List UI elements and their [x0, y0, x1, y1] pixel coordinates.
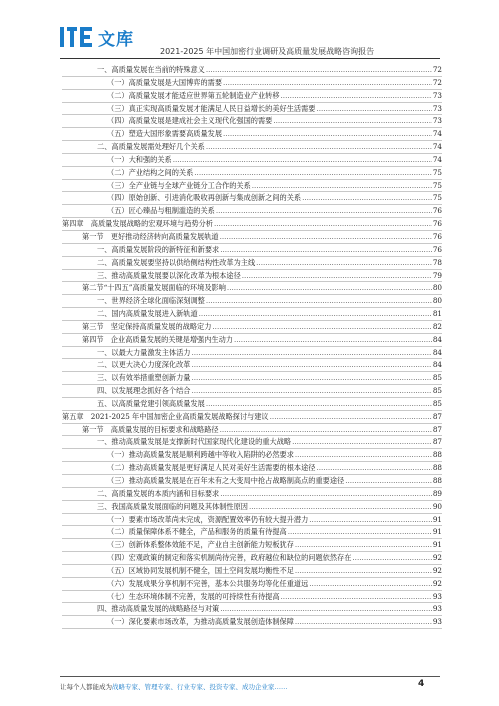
toc-entry[interactable] — [62, 205, 442, 218]
toc-entry-page: 85 — [432, 386, 442, 396]
toc-entry-title: （二）高质量发展才能适应世界第五轮制造业产业转移 — [107, 90, 280, 100]
toc-entry-page: 85 — [432, 398, 442, 408]
toc-entry-title: 五、以高质量党建引领高质量发展 — [97, 398, 205, 408]
toc-leader-dots — [270, 411, 432, 424]
toc-entry-page: 89 — [432, 488, 442, 498]
toc-entry[interactable] — [62, 231, 442, 244]
toc-entry-title: （一）要素市场改革尚未完成，资源配置效率仍有较大提升潜力 — [107, 514, 309, 524]
toc-entry-page: 75 — [432, 180, 442, 190]
toc-leader-dots — [292, 436, 432, 449]
toc-leader-dots — [206, 295, 432, 308]
toc-entry-title: 二、以更大决心力度深化改革 — [97, 360, 191, 370]
toc-entry-title: 四、推动高质量发展的战略路径与对策 — [97, 604, 220, 614]
toc-entry-page: 75 — [432, 193, 442, 203]
toc-entry-title: 第四章 高质量发展战略的宏观环境与趋势分析 — [62, 219, 213, 229]
toc-leader-dots — [352, 552, 431, 565]
toc-entry[interactable] — [62, 436, 442, 449]
toc-leader-dots — [191, 372, 431, 385]
toc-entry[interactable] — [62, 424, 442, 437]
toc-leader-dots — [309, 578, 432, 591]
toc-leader-dots — [249, 501, 432, 514]
toc-entry-title: 二、高质量发展需处理好几个关系 — [97, 142, 205, 152]
toc-entry[interactable] — [62, 488, 442, 501]
toc-entry-title: （三）创新体系整体效能不足，产业自主创新能力短板犹存 — [107, 540, 294, 550]
toc-entry[interactable] — [62, 359, 442, 372]
footer-divider — [60, 676, 440, 677]
toc-entry[interactable] — [62, 128, 442, 141]
toc-leader-dots — [191, 359, 431, 372]
toc-entry-page: 74 — [432, 142, 442, 152]
toc-entry-title: （二）产业结构之间的关系 — [107, 167, 194, 177]
toc-entry-title: 第一节 更好推动经济转向高质量发展轨道 — [82, 231, 219, 241]
logo-mark-icon — [60, 27, 94, 47]
toc-entry-page: 84 — [432, 347, 442, 357]
toc-entry-title: （四）宏观政策的制定和落实机制尚待完善，政府越位和缺位的问题依然存在 — [107, 553, 352, 563]
toc-leader-dots — [220, 231, 432, 244]
toc-entry-page: 93 — [432, 604, 442, 614]
toc-entry-title: （三）全产业链与全球产业链分工合作的关系 — [107, 180, 251, 190]
toc-entry-title: 三、推动高质量发展要以深化改革为根本途径 — [97, 270, 241, 280]
toc-entry[interactable] — [62, 270, 442, 283]
toc-entry-title: 一、以最大力量激发主体活力 — [97, 347, 191, 357]
toc-leader-dots — [295, 449, 432, 462]
toc-entry-page: 93 — [432, 591, 442, 601]
toc-leader-dots — [191, 385, 431, 398]
toc-entry-page: 72 — [432, 65, 442, 74]
toc-entry[interactable] — [62, 616, 442, 629]
toc-entry-page: 85 — [432, 373, 442, 383]
toc-entry-page: 90 — [432, 501, 442, 511]
toc-entry[interactable] — [62, 64, 442, 77]
toc-entry-page: 84 — [432, 334, 442, 344]
toc-leader-dots — [206, 141, 432, 154]
toc-entry-page: 87 — [432, 411, 442, 421]
toc-entry-page: 92 — [432, 578, 442, 588]
toc-leader-dots — [281, 591, 432, 604]
toc-entry[interactable] — [62, 539, 442, 552]
footer-slogan — [60, 682, 288, 691]
toc-entry-title: 第五章 2021-2025 年中国加密企业高质量发展战略探讨与建议 — [62, 411, 269, 421]
toc-entry-title: （七）生态环境体制不完善，发展的可持续性有待提高 — [107, 591, 280, 601]
toc-leader-dots — [295, 565, 432, 578]
toc-entry[interactable] — [62, 347, 442, 360]
toc-entry-page: 81 — [432, 309, 442, 319]
toc-entry[interactable] — [62, 334, 442, 347]
toc-leader-dots — [316, 103, 431, 116]
toc-leader-dots — [223, 128, 432, 141]
toc-leader-dots — [234, 334, 432, 347]
toc-entry-title: 二、国内高质量发展进入新轨道 — [97, 309, 198, 319]
toc-entry-title: （一）深化要素市场改革，为推动高质量发展创造体制保障 — [107, 617, 294, 627]
toc-entry-page: 87 — [432, 424, 442, 434]
toc-entry[interactable] — [62, 244, 442, 257]
toc-entry-title: 第一节 高质量发展的目标要求和战略路径 — [82, 424, 219, 434]
toc-entry-page: 76 — [432, 231, 442, 241]
toc-leader-dots — [295, 616, 432, 629]
toc-entry-title: （五）塑造大国形象需要高质量发展 — [107, 129, 223, 139]
table-of-contents — [62, 64, 442, 629]
page-number: 4 — [418, 679, 425, 689]
toc-entry-page: 92 — [432, 553, 442, 563]
toc-leader-dots — [252, 180, 432, 193]
toc-entry-page: 88 — [432, 450, 442, 460]
header-divider — [60, 58, 440, 59]
toc-entry-page: 82 — [432, 321, 442, 331]
toc-entry[interactable] — [62, 115, 442, 128]
toc-leader-dots — [309, 514, 432, 527]
toc-leader-dots — [223, 77, 432, 90]
toc-leader-dots — [220, 424, 432, 437]
toc-entry[interactable] — [62, 308, 442, 321]
toc-entry-title: （五）匠心臻品与粗制滥造的关系 — [107, 206, 215, 216]
toc-entry-page: 91 — [432, 527, 442, 537]
toc-leader-dots — [242, 270, 432, 283]
toc-entry-page: 91 — [432, 540, 442, 550]
toc-entry-title: 一、推动高质量发展是支撑新时代国家现代化建设的重大战略 — [97, 437, 292, 447]
toc-entry[interactable] — [62, 257, 442, 270]
toc-entry-page: 91 — [432, 514, 442, 524]
logo — [60, 26, 134, 48]
toc-entry-title: （一）推动高质量发展是顺利跨越中等收入陷阱的必然要求 — [107, 450, 294, 460]
toc-leader-dots — [206, 64, 432, 77]
toc-entry-title: 一、高质量发展在当前的特殊意义 — [97, 65, 205, 74]
toc-leader-dots — [212, 321, 431, 334]
toc-leader-dots — [206, 398, 432, 411]
toc-entry-title: 第四节 企业高质量发展的关键是增强内生动力 — [82, 334, 233, 344]
toc-entry[interactable] — [62, 180, 442, 193]
toc-entry-page: 74 — [432, 129, 442, 139]
toc-entry-title: （三）推动高质量发展是在百年未有之大变局中抢占战略制高点的重要途径 — [107, 476, 345, 485]
toc-leader-dots — [256, 257, 432, 270]
toc-entry[interactable] — [62, 90, 442, 103]
toc-leader-dots — [220, 488, 432, 501]
toc-entry-title: （二）质量保障体系不健全，产品和服务的质量有待提高 — [107, 527, 287, 537]
toc-entry-title: 第三节 坚定保持高质量发展的战略定力 — [82, 321, 212, 331]
toc-entry-title: （一）高质量发展是大国博弈的需要 — [107, 77, 223, 87]
toc-leader-dots — [214, 218, 432, 231]
toc-entry-page: 72 — [432, 77, 442, 87]
toc-entry[interactable] — [62, 385, 442, 398]
toc-entry-page: 88 — [432, 463, 442, 473]
toc-entry-page: 92 — [432, 565, 442, 575]
toc-entry-page: 73 — [432, 90, 442, 100]
toc-entry-title: （六）发展成果分享机制不完善，基本公共服务均等化任重道远 — [107, 578, 309, 588]
toc-leader-dots — [273, 115, 432, 128]
toc-entry-page: 75 — [432, 167, 442, 177]
document-title: 2021-2025 年中国加密行业调研及高质量发展战略咨询报告 — [160, 47, 375, 56]
toc-entry-page: 79 — [432, 270, 442, 280]
toc-entry[interactable] — [62, 282, 442, 295]
toc-entry[interactable] — [62, 192, 442, 205]
toc-entry-title: （一）大和强的关系 — [107, 154, 172, 164]
toc-leader-dots — [199, 308, 432, 321]
toc-entry-title: 二、高质量发展要坚持以供给侧结构性改革为主线 — [97, 257, 256, 267]
toc-entry[interactable] — [62, 218, 442, 231]
toc-entry[interactable] — [62, 398, 442, 411]
slogan-prefix: 让每个人都能成为 — [60, 683, 112, 691]
toc-entry[interactable] — [62, 449, 442, 462]
toc-entry[interactable] — [62, 565, 442, 578]
toc-entry-page: 84 — [432, 360, 442, 370]
toc-entry-page: 93 — [432, 617, 442, 627]
toc-entry[interactable] — [62, 77, 442, 90]
toc-entry[interactable] — [62, 411, 442, 424]
toc-entry-title: （四）高质量发展是建成社会主义现代化强国的需要 — [107, 116, 273, 126]
toc-entry[interactable] — [62, 514, 442, 527]
toc-entry-page: 76 — [432, 219, 442, 229]
toc-leader-dots — [173, 154, 432, 167]
toc-entry-page: 80 — [432, 296, 442, 306]
toc-entry-title: （二）推动高质量发展是更好满足人民对美好生活需要的根本途径 — [107, 463, 316, 473]
page-header — [0, 0, 499, 58]
toc-entry[interactable] — [62, 475, 442, 488]
toc-entry-title: （四）原始创新、引进消化吸收再创新与集成创新之间的关系 — [107, 193, 302, 203]
toc-entry-title: （五）区域协同发展机制不健全，国土空间发展均衡性不足 — [107, 565, 294, 575]
slogan-roles: 战略专家、管理专家、行业专家、投资专家、成功企业家…… — [112, 683, 288, 691]
toc-entry-title: 四、以发展理念抓好各个结合 — [97, 386, 191, 396]
toc-entry-title: 一、世界经济全球化面临深刻调整 — [97, 296, 205, 306]
toc-entry-title: 三、以有效举措重塑创新力量 — [97, 373, 191, 383]
toc-leader-dots — [191, 347, 431, 360]
toc-leader-dots — [345, 475, 432, 488]
logo-text: 文库 — [98, 29, 134, 50]
toc-entry[interactable] — [62, 603, 442, 616]
toc-entry[interactable] — [62, 552, 442, 565]
toc-entry[interactable] — [62, 372, 442, 385]
toc-entry-page: 80 — [432, 283, 442, 293]
toc-leader-dots — [288, 526, 432, 539]
toc-entry-page: 74 — [432, 154, 442, 164]
toc-entry-title: 一、高质量发展阶段的新特征和新要求 — [97, 244, 220, 254]
toc-entry-page: 73 — [432, 116, 442, 126]
toc-entry-page: 88 — [432, 476, 442, 485]
toc-entry[interactable] — [62, 462, 442, 475]
toc-entry-page: 76 — [432, 244, 442, 254]
toc-entry[interactable] — [62, 321, 442, 334]
toc-entry-title: 第二节“十四五”高质量发展面临的环境及影响 — [82, 283, 226, 293]
toc-leader-dots — [295, 539, 432, 552]
toc-entry-page: 73 — [432, 103, 442, 113]
toc-entry-page: 87 — [432, 437, 442, 447]
toc-entry[interactable] — [62, 167, 442, 180]
toc-leader-dots — [220, 244, 432, 257]
toc-entry-title: 二、高质量发展的本质内涵和目标要求 — [97, 488, 220, 498]
toc-entry[interactable] — [62, 295, 442, 308]
toc-entry[interactable] — [62, 154, 442, 167]
toc-leader-dots — [216, 205, 432, 218]
toc-entry[interactable] — [62, 501, 442, 514]
toc-entry-page: 76 — [432, 206, 442, 216]
toc-leader-dots — [302, 192, 432, 205]
toc-entry[interactable] — [62, 526, 442, 539]
toc-leader-dots — [194, 167, 432, 180]
toc-entry[interactable] — [62, 141, 442, 154]
toc-leader-dots — [281, 90, 432, 103]
toc-entry-title: （三）真正实现高质量发展才能满足人民日益增长的美好生活需要 — [107, 103, 316, 113]
toc-entry[interactable] — [62, 591, 442, 604]
toc-entry[interactable] — [62, 578, 442, 591]
toc-leader-dots — [227, 282, 432, 295]
toc-leader-dots — [316, 462, 431, 475]
toc-leader-dots — [220, 603, 432, 616]
toc-entry-title: 三、我国高质量发展面临的问题及其体制性原因 — [97, 501, 248, 511]
toc-entry[interactable] — [62, 103, 442, 116]
toc-entry-page: 78 — [432, 257, 442, 267]
